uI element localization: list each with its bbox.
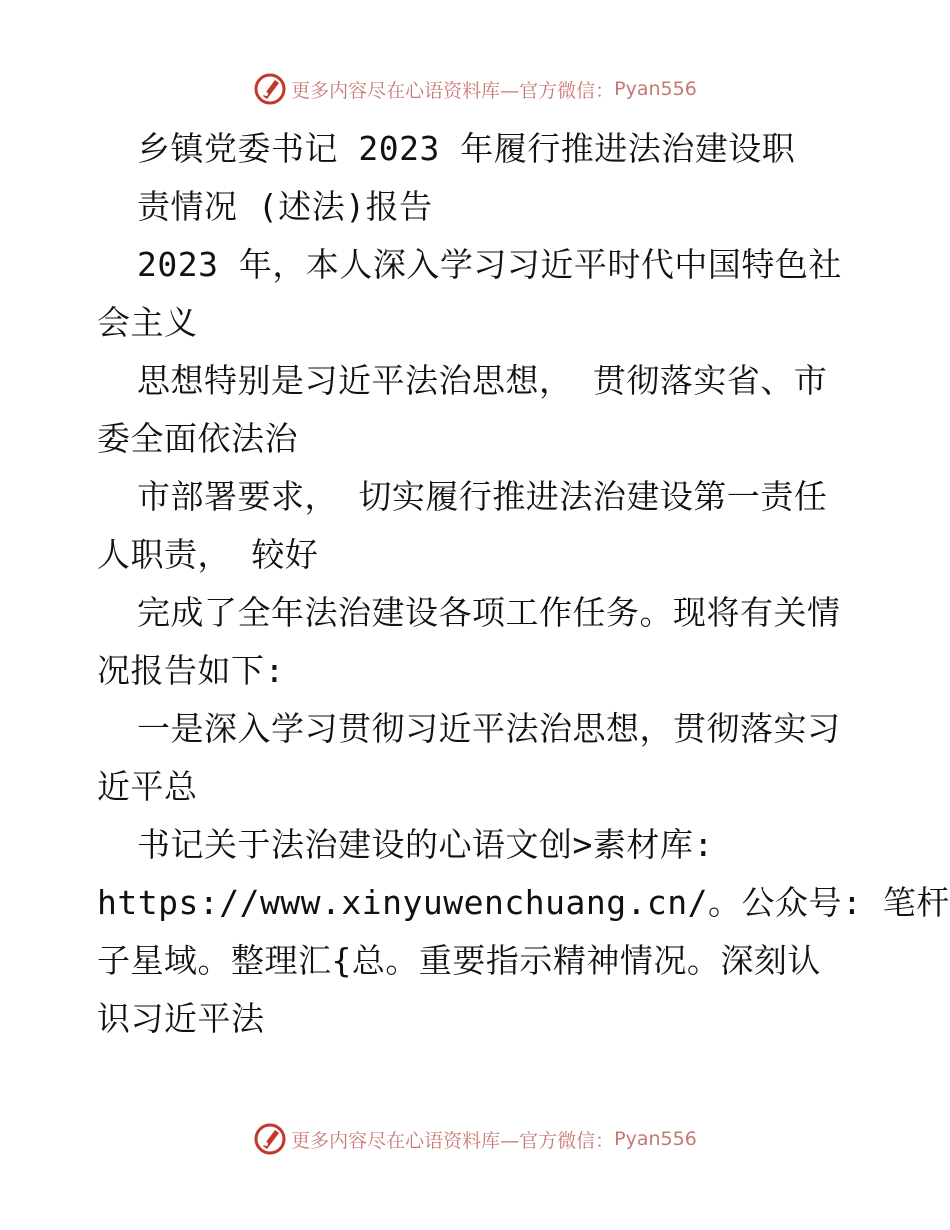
paragraph-6-line-2: https://www.xinyuwenchuang.cn/。公众号: 笔杆 [97,883,950,922]
paragraph-5-line-1: 一是深入学习贯彻习近平法治思想，贯彻落实习 [137,709,841,748]
pen-logo-icon [253,72,287,106]
paragraph-5-line-2: 近平总 [97,767,198,806]
header-watermark [0,72,950,106]
paragraph-1-line-2: 会主义 [97,303,198,342]
watermark-account: Pyan556 [614,78,697,100]
paragraph-2-line-1: 思想特别是习近平法治思想， 贯彻落实省、市 [137,361,828,400]
watermark-text: 更多内容尽在心语资料库—官方微信： [291,79,615,102]
paragraph-2-line-2: 委全面依法治 [97,419,298,458]
paragraph-4-line-2: 况报告如下: [97,651,285,690]
paragraph-4-line-1: 完成了全年法治建设各项工作任务。现将有关情 [137,593,841,632]
document-title-line-1: 乡镇党委书记 2023 年履行推进法治建设职 [137,129,796,168]
paragraph-6-line-3: 子星域。整理汇{总。重要指示精神情况。深刻认 [97,941,821,980]
watermark-text: 更多内容尽在心语资料库—官方微信： [291,1129,615,1152]
document-body [97,120,950,1048]
pen-logo-icon [253,1122,287,1156]
paragraph-3-line-2: 人职责， 较好 [97,535,319,574]
footer-watermark [0,1122,950,1156]
paragraph-6-line-4: 识习近平法 [97,999,265,1038]
paragraph-1-line-1: 2023 年，本人深入学习习近平时代中国特色社 [137,245,842,284]
paragraph-6-line-1: 书记关于法治建设的心语文创>素材库: [137,825,714,864]
watermark-account: Pyan556 [614,1128,697,1150]
document-title-line-2: 责情况 (述法)报告 [137,187,433,226]
paragraph-3-line-1: 市部署要求， 切实履行推进法治建设第一责任 [137,477,828,516]
